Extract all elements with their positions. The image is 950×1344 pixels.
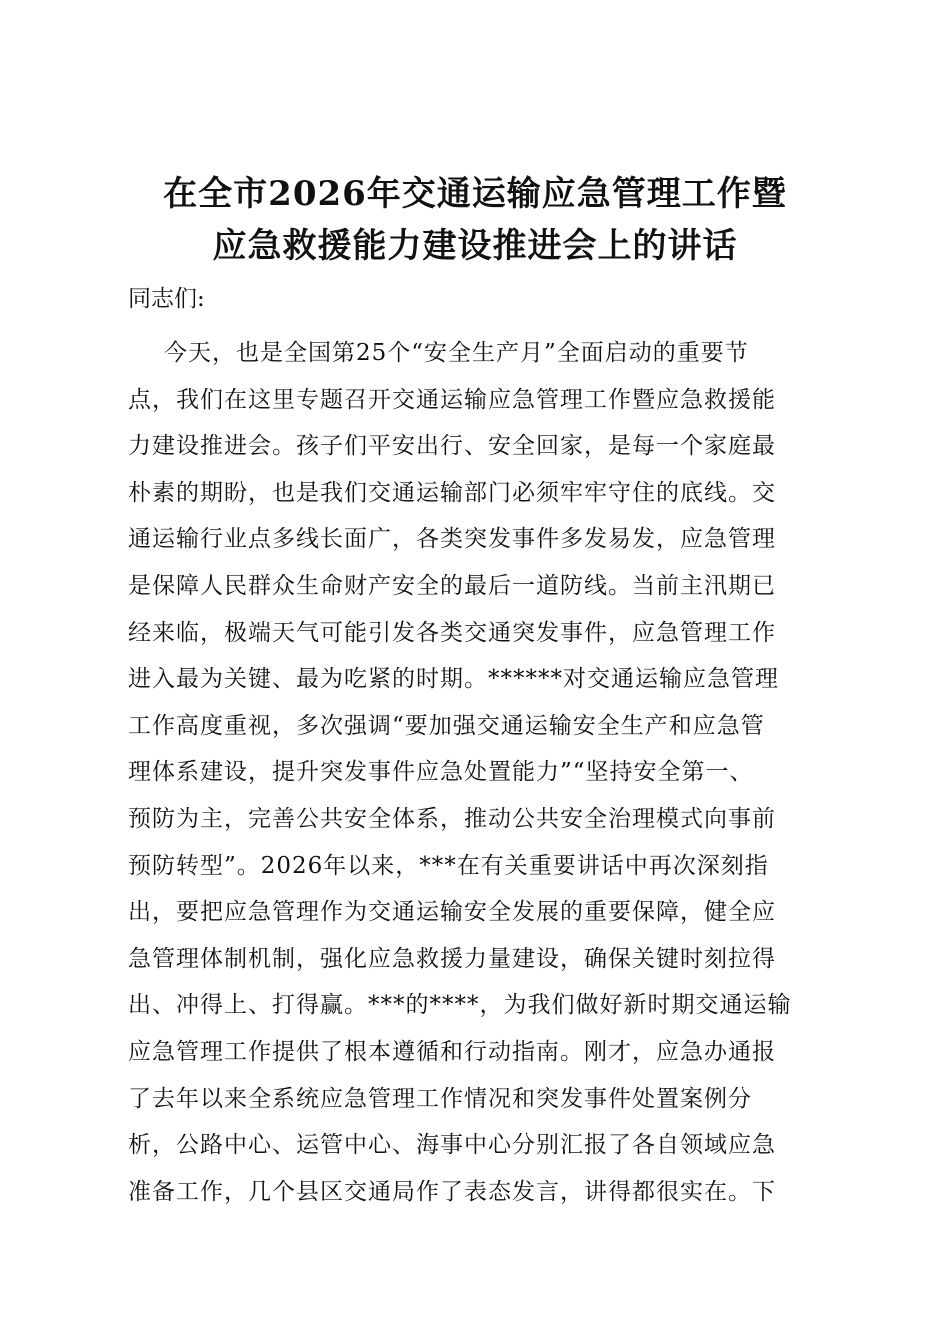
body-line: 经来临，极端天气可能引发各类交通突发事件，应急管理工作 bbox=[128, 619, 776, 646]
body-line: 出，要把应急管理作为交通运输安全发展的重要保障，健全应 bbox=[128, 899, 776, 926]
body-line: 工作高度重视，多次强调“要加强交通运输安全生产和应急管 bbox=[128, 712, 765, 739]
body-line: 通运输行业点多线长面广，各类突发事件多发易发，应急管理 bbox=[128, 526, 776, 553]
title-line-2: 应急救援能力建设推进会上的讲话 bbox=[212, 226, 738, 266]
document-title bbox=[0, 168, 950, 272]
body-line: 了去年以来全系统应急管理工作情况和突发事件处置案例分 bbox=[128, 1085, 752, 1112]
body-paragraph bbox=[128, 330, 828, 1215]
body-line: 急管理体制机制，强化应急救援力量建设，确保关键时刻拉得 bbox=[128, 945, 776, 972]
body-line: 预防为主，完善公共安全体系，推动公共安全治理模式向事前 bbox=[128, 805, 776, 832]
body-line: 出、冲得上、打得赢。***的****，为我们做好新时期交通运输 bbox=[128, 992, 792, 1019]
body-line: 理体系建设，提升突发事件应急处置能力”“坚持安全第一、 bbox=[128, 759, 754, 786]
body-line: 进入最为关键、最为吃紧的时期。******对交通运输应急管理 bbox=[128, 666, 779, 693]
title-line-1: 在全市2026年交通运输应急管理工作暨 bbox=[163, 174, 787, 214]
body-line: 应急管理工作提供了根本遵循和行动指南。刚才，应急办通报 bbox=[128, 1038, 776, 1065]
body-line: 今天，也是全国第25个“安全生产月”全面启动的重要节 bbox=[164, 340, 749, 366]
body-line: 析，公路中心、运管中心、海事中心分别汇报了各自领域应急 bbox=[128, 1132, 776, 1159]
body-line: 点，我们在这里专题召开交通运输应急管理工作暨应急救援能 bbox=[128, 386, 776, 413]
body-line: 是保障人民群众生命财产安全的最后一道防线。当前主汛期已 bbox=[128, 572, 776, 599]
body-line: 预防转型”。2026年以来，***在有关重要讲话中再次深刻指 bbox=[128, 852, 769, 879]
body-line: 朴素的期盼，也是我们交通运输部门必须牢牢守住的底线。交 bbox=[128, 479, 776, 506]
body-line: 力建设推进会。孩子们平安出行、安全回家，是每一个家庭最 bbox=[128, 433, 776, 460]
body-line: 准备工作，几个县区交通局作了表态发言，讲得都很实在。下 bbox=[128, 1178, 776, 1205]
greeting: 同志们: bbox=[128, 286, 205, 312]
